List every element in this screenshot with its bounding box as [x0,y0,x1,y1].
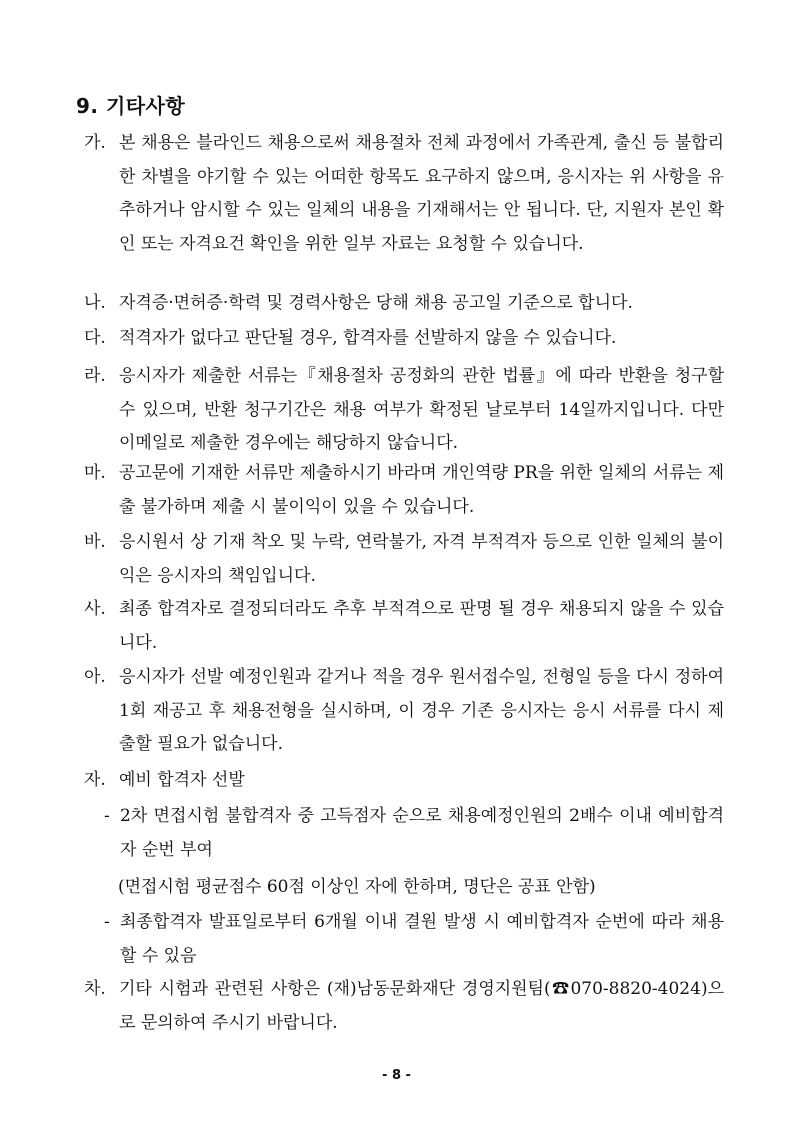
item-marker: 가. [84,133,106,153]
item-text: 응시원서 상 기재 착오 및 누락, 연락불가, 자격 부적격자 등으로 인한 일체의 불이익은 응시자의 책임입니다. [119,532,724,586]
item-text: 공고문에 기재한 서류만 제출하시기 바라며 개인역량 PR을 위한 일체의 서류는 제출 불가하며 제출 시 불이익이 있을 수 있습니다. [119,463,724,517]
list-item-ba [84,526,724,593]
item-marker: 자. [84,770,106,790]
item-text: 응시자가 제출한 서류는『채용절차 공정화의 관한 법률』에 따라 반환을 청구할 수 있으며, 반환 청구기간은 채용 여부가 확정된 날로부터 14일까지입니다. 다만 이메일로 제출한 경우에는 해당하지 않습니다. [119,366,724,453]
list-item-da [84,322,724,356]
list-item-a [84,661,724,762]
item-marker: 나. [84,293,106,313]
item-text: 자격증·면허증·학력 및 경력사항은 당해 채용 공고일 기준으로 합니다. [119,293,633,313]
list-item-ma [84,457,724,524]
item-marker: 사. [84,599,106,619]
item-marker: 바. [84,532,106,552]
list-item-ga [84,127,724,261]
item-marker: 아. [84,667,106,687]
item-marker: 마. [84,463,106,483]
item-marker: 다. [84,328,106,348]
list-item-ra [84,360,724,461]
item-text: 본 채용은 블라인드 채용으로써 채용절차 전체 과정에서 가족관계, 출신 등 불합리한 차별을 야기할 수 있는 어떠한 항목도 요구하지 않으며, 응시자는 위 사항을 유추하거나 암시할 수 있는 일체의 내용을 기재해서는 안 됩니다. 단, 지원자 본인 확인 또는 자격요건 확인을 위한 일부 자료는 요청할 수 있습니다. [119,133,724,254]
reserve-bullet-1 [104,800,724,867]
item-marker: 라. [84,366,106,386]
item-text: 적격자가 없다고 판단될 경우, 합격자를 선발하지 않을 수 있습니다. [119,328,617,348]
list-item-sa [84,593,724,660]
list-item-cha [84,973,724,1040]
reserve-bullet-2 [104,906,724,973]
list-item-ja [84,764,724,798]
bullet-text: 최종합격자 발표일로부터 6개월 이내 결원 발생 시 예비합격자 순번에 따라 채용할 수 있음 [120,912,724,966]
item-text: 응시자가 선발 예정인원과 같거나 적을 경우 원서접수일, 전형일 등을 다시 정하여 1회 재공고 후 채용전형을 실시하며, 이 경우 기존 응시자는 응시 서류를 다시 제출할 필요가 없습니다. [119,667,724,754]
bullet-marker: - [104,806,110,826]
list-item-na [84,287,724,321]
item-text: 최종 합격자로 결정되더라도 추후 부적격으로 판명 될 경우 채용되지 않을 수 있습니다. [119,599,724,653]
page-number: - 8 - [382,1068,411,1083]
bullet-marker: - [104,912,110,932]
section-title: 9. 기타사항 [76,94,186,118]
item-text: 기타 시험과 관련된 사항은 (재)남동문화재단 경영지원팀(☎070-8820-4024)으로 문의하여 주시기 바랍니다. [119,979,724,1033]
reserve-note: (면접시험 평균점수 60점 이상인 자에 한하며, 명단은 공표 안함) [118,877,596,897]
bullet-text: 2차 면접시험 불합격자 중 고득점자 순으로 채용예정인원의 2배수 이내 예비합격자 순번 부여 [120,806,724,860]
item-text: 예비 합격자 선발 [119,770,245,790]
item-marker: 차. [84,979,106,999]
